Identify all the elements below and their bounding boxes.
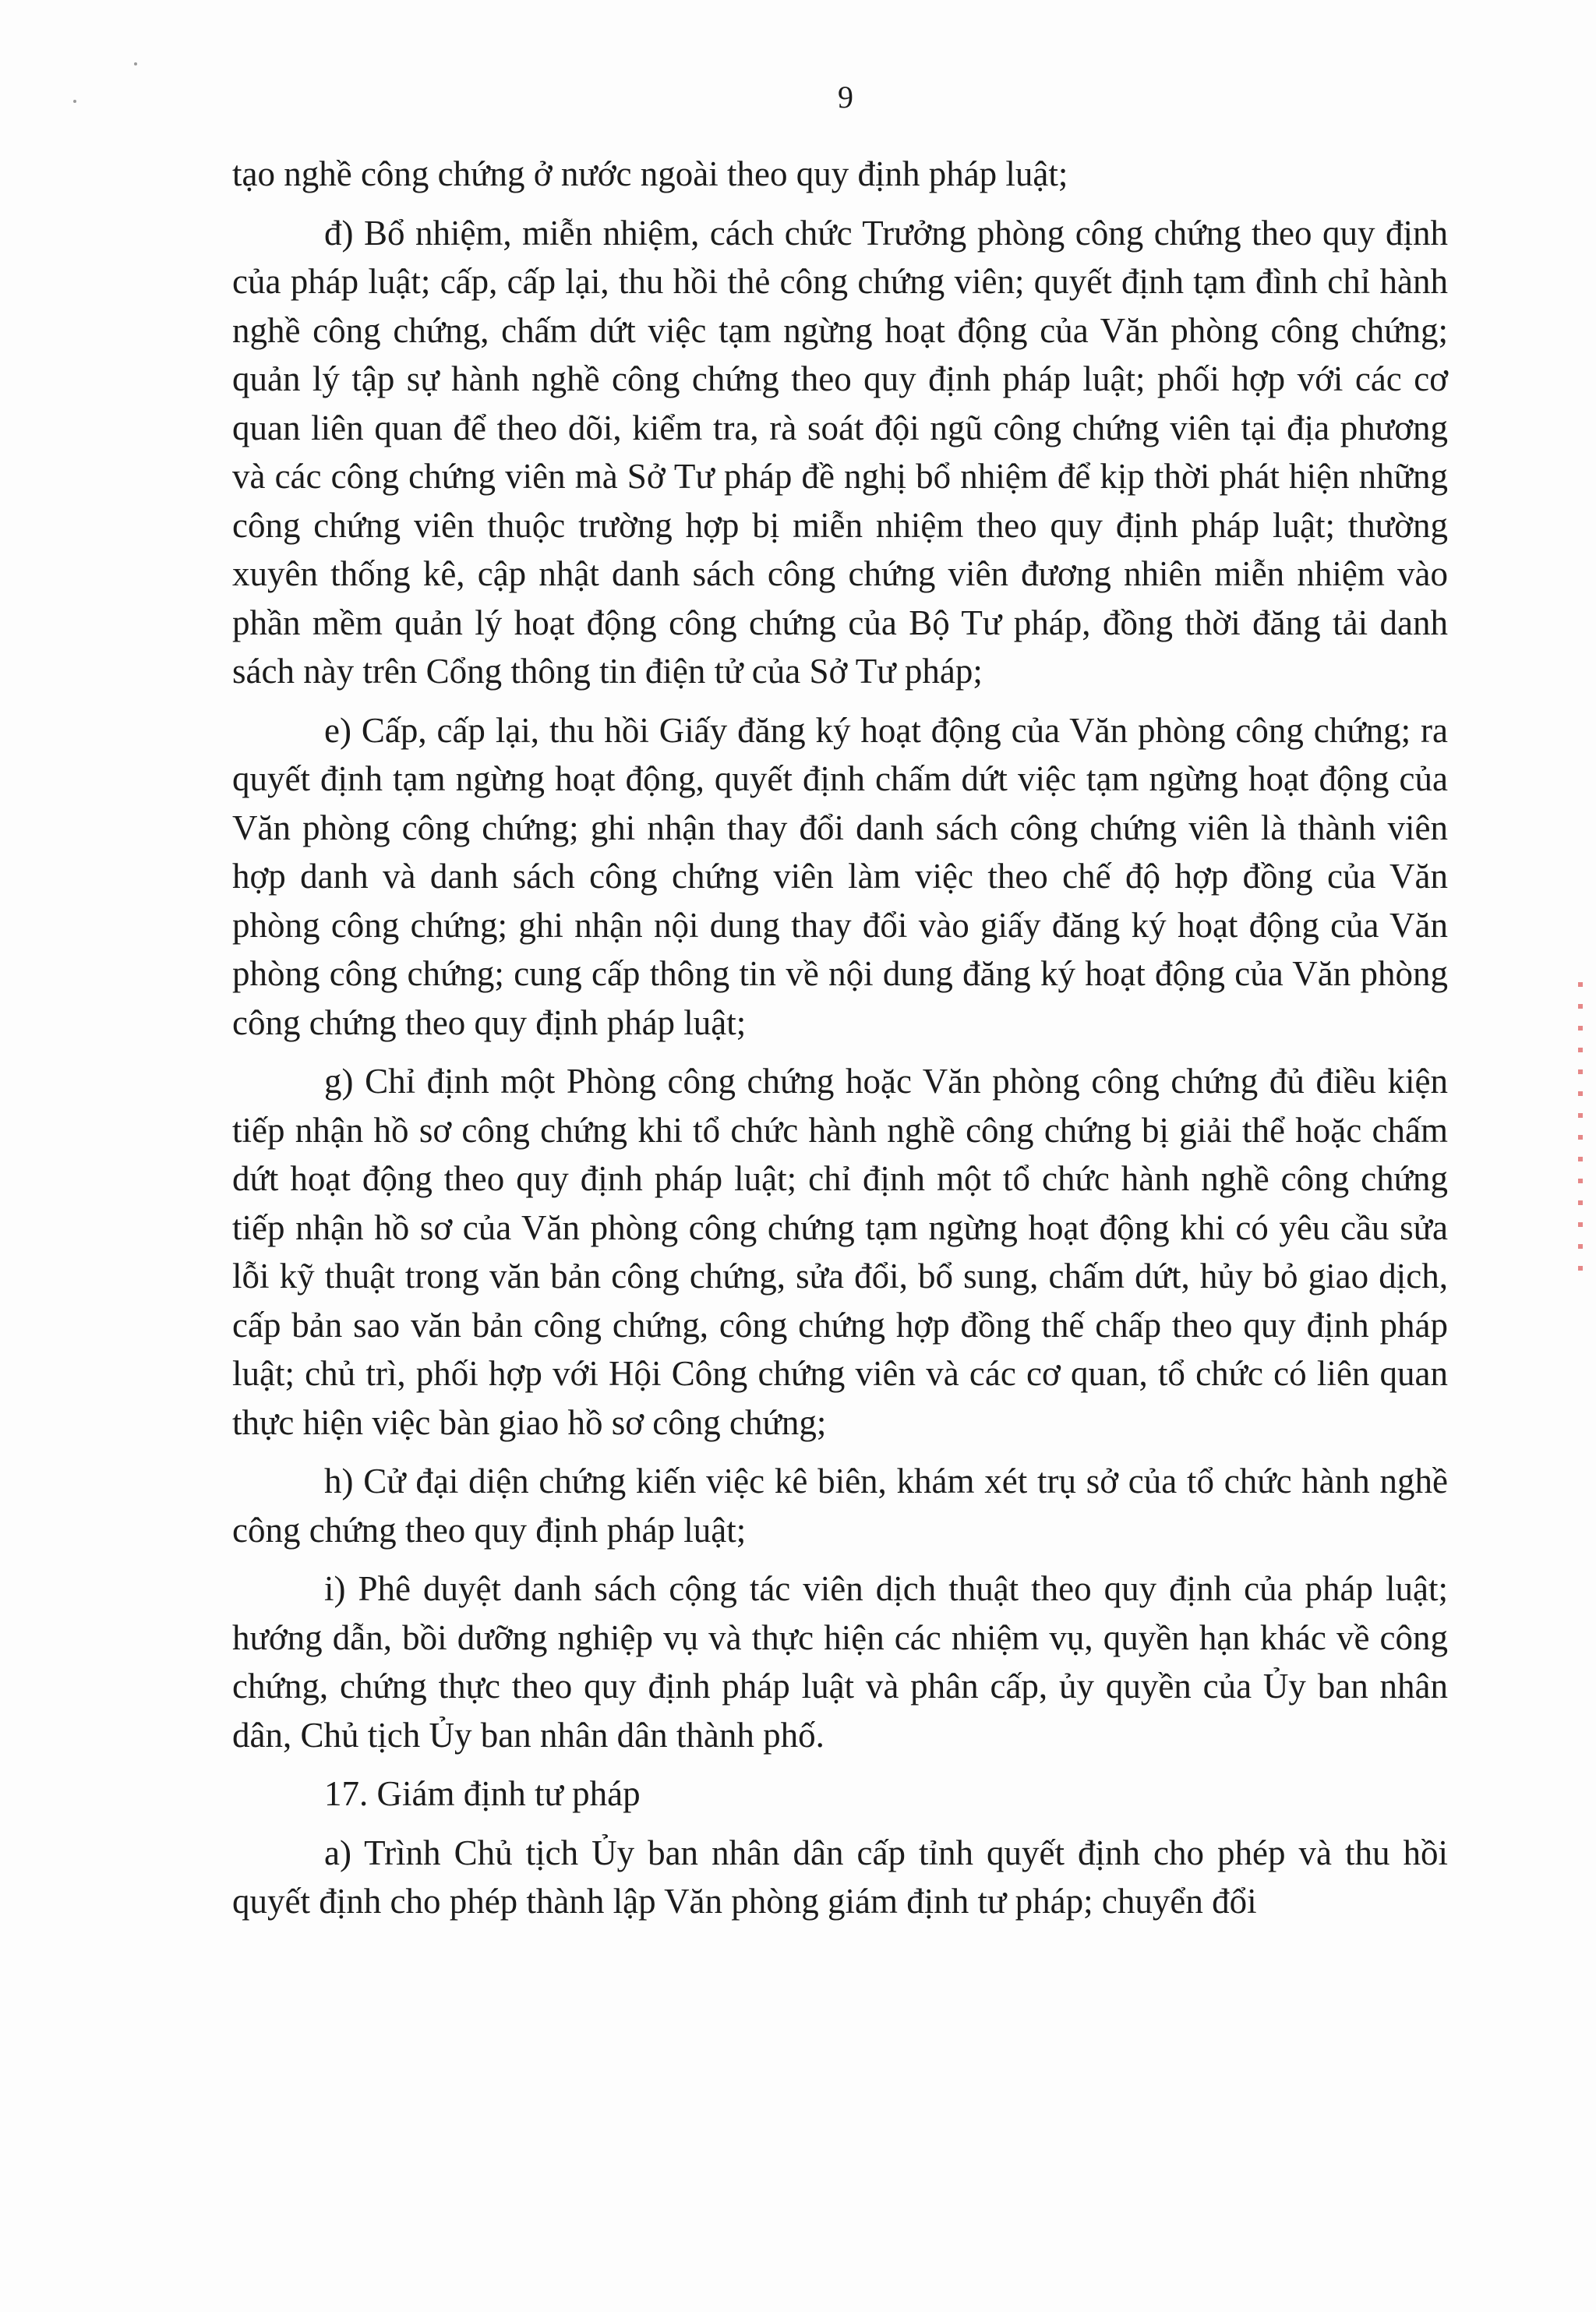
scan-speck xyxy=(134,62,137,65)
page-number: 9 xyxy=(838,80,853,115)
document-body xyxy=(232,150,1448,1926)
paragraph-item-dd: đ) Bổ nhiệm, miễn nhiệm, cách chức Trưởng phòng công chứng theo quy định của pháp luật; cấp, cấp lại, thu hồi thẻ công chứng viên; quyết định tạm đình chỉ hành nghề công chứng, chấm dứt việc tạm ngừng hoạt động của Văn phòng công chứng; quản lý tập sự hành nghề công chứng theo quy định pháp luật; phối hợp với các cơ quan liên quan để theo dõi, kiểm tra, rà soát đội ngũ công chứng viên tại địa phương và các công chứng viên mà Sở Tư pháp đề nghị bổ nhiệm để kịp thời phát hiện những công chứng viên thuộc trường hợp bị miễn nhiệm theo quy định pháp luật; thường xuyên thống kê, cập nhật danh sách công chứng viên đương nhiên miễn nhiệm vào phần mềm quản lý hoạt động công chứng của Bộ Tư pháp, đồng thời đăng tải danh sách này trên Cổng thông tin điện tử của Sở Tư pháp; xyxy=(232,213,1448,691)
section-heading-17: 17. Giám định tư pháp xyxy=(324,1774,641,1813)
paragraph-item-g: g) Chỉ định một Phòng công chứng hoặc Văn phòng công chứng đủ điều kiện tiếp nhận hồ sơ công chứng khi tổ chức hành nghề công chứng bị giải thể hoặc chấm dứt hoạt động theo quy định pháp luật; chỉ định một tổ chức hành nghề công chứng tiếp nhận hồ sơ của Văn phòng công chứng tạm ngừng hoạt động khi có yêu cầu sửa lỗi kỹ thuật trong văn bản công chứng, sửa đổi, bổ sung, chấm dứt, hủy bỏ giao dịch, cấp bản sao văn bản công chứng, công chứng hợp đồng thế chấp theo quy định pháp luật; chủ trì, phối hợp với Hội Công chứng viên và các cơ quan, tổ chức có liên quan thực hiện việc bàn giao hồ sơ công chứng; xyxy=(232,1062,1448,1442)
paragraph-item-e: e) Cấp, cấp lại, thu hồi Giấy đăng ký hoạt động của Văn phòng công chứng; ra quyết định tạm ngừng hoạt động, quyết định chấm dứt việc tạm ngừng hoạt động của Văn phòng công chứng; ghi nhận thay đổi danh sách công chứng viên là thành viên hợp danh và danh sách công chứng viên làm việc theo chế độ hợp đồng của Văn phòng công chứng; ghi nhận nội dung thay đổi vào giấy đăng ký hoạt động của Văn phòng công chứng; cung cấp thông tin về nội dung đăng ký hoạt động của Văn phòng công chứng theo quy định pháp luật; xyxy=(232,710,1448,1042)
paragraph-item-h: h) Cử đại diện chứng kiến việc kê biên, khám xét trụ sở của tổ chức hành nghề công chứng theo quy định pháp luật; xyxy=(232,1462,1448,1550)
paragraph-item-a: a) Trình Chủ tịch Ủy ban nhân dân cấp tỉnh quyết định cho phép và thu hồi quyết định cho phép thành lập Văn phòng giám định tư pháp; chuyển đổi xyxy=(232,1833,1448,1921)
paragraph-continuation: tạo nghề công chứng ở nước ngoài theo quy định pháp luật; xyxy=(232,154,1068,193)
paragraph-item-i: i) Phê duyệt danh sách cộng tác viên dịch thuật theo quy định của pháp luật; hướng dẫn, bồi dưỡng nghiệp vụ và thực hiện các nhiệm vụ, quyền hạn khác về công chứng, chứng thực theo quy định pháp luật và phân cấp, ủy quyền của Ủy ban nhân dân, Chủ tịch Ủy ban nhân dân thành phố. xyxy=(232,1569,1448,1755)
scan-edge-mark xyxy=(1578,982,1583,1278)
